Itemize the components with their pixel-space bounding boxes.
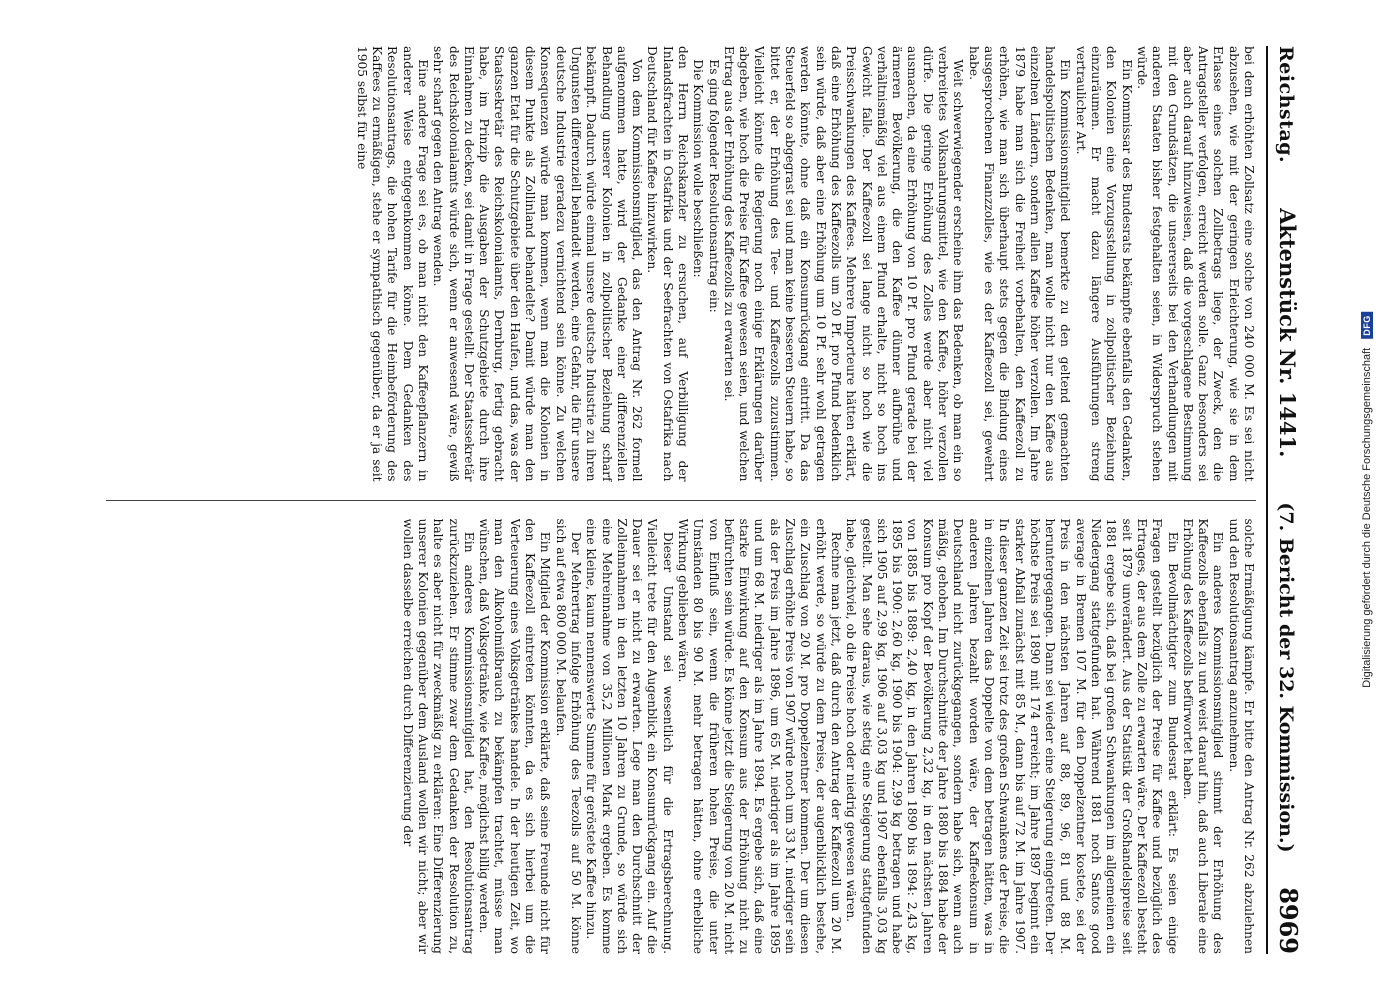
digitization-credit: Digitalisierung gefördert durch die Deutsche Forschungsgemeinschaft — [1361, 347, 1373, 688]
paragraph: Ein Bevollmächtigter zum Bundesrat erklärt: Es seien einige Fragen gestellt bezüglich der Preise für Kaffee und bezüglich des Ertrages, der aus dem Zolle zu erwarten wäre. Der Kaffeezoll besteht seit 1879 unverändert. Aus der Statistik der Großhandelspreise seit 1881 ergebe sich, daß bei großen Schwankungen im allgemeinen ein Niedergang stattgefunden hat. Während 1881 noch Santos good average in Bremen 107 M. für den Doppelzentner kostete, sei der Preis in den nächsten Jahren auf 88, 89, 96, 81 und 88 M. heruntergegangen. Dann sei wieder eine Steigerung eingetreten. Der höchste Preis sei 1890 mit 174 erreicht; im Jahre 1897 beginnt ein starker Abfall zunächst mit 85 M., dann bis auf 72 M. im Jahre 1907. In dieser ganzen Zeit sei trotz des großen Schwankens der Preise, die in einzelnen Jahren das Doppelte von dem betragen hätten, was in anderen Jahren bezahlt worden wäre, der Kaffeekonsum in Deutschland nicht zurückgegangen, sondern habe sich, wenn auch mäßig, gehoben. Im Durchschnitte der Jahre 1880 bis 1884 habe der Konsum pro Kopf der Bevölkerung 2,32 kg, in den nächsten Jahren von 1885 bis 1889: 2,40 kg, in den Jahren 1890 bis 1894: 2,43 kg, 1895 bis 1900: 2,60 kg, 1900 bis 1904: 2,99 kg betragen und habe sich 1905 auf 2,99 kg, 1906 auf 3,03 kg und 1907 ebenfalls 3,03 kg gestellt. Man sehe daraus, wie stetig eine Steigerung stattgefunden habe, gleichviel, ob die Preise hoch oder niedrig gewesen wären. — [844, 518, 1180, 954]
paragraph: Ein Mitglied der Kommission erklärte, daß seine Freunde nicht für den Kaffeezoll eintreten könnten, da es sich hierbei um die Verteuerung eines Volksgetränkes handele. In der heutigen Zeit, wo man den Alkoholmißbrauch zu bekämpfen trachtet, müsse man wünschen, daß Volksgetränke, wie Kaffee, möglichst billig werden. — [477, 518, 553, 954]
rotated-document-page — [71, 20, 1311, 980]
right-column — [106, 519, 1256, 955]
dfg-logo: DFG — [1361, 312, 1373, 339]
paragraph: Der Mehrertrag infolge Erhöhung des Teezolls auf 50 M. könne sich auf etwa 800 000 M. belaufen. — [553, 518, 583, 954]
page-header — [1266, 46, 1303, 954]
paragraph: bei dem erhöhten Zollsatz eine solche von 240 000 M. Es sei nicht abzusehen, wie mit der geringen Erleichterung, wie sie in dem Erlasse eines solchen Zollbetrags liege, der Zweck, den die Antragsteller verfolgen, erreicht werden solle. Ganz besonders sei aber auch darauf hinzuweisen, daß die vorgeschlagene Bestimmung mit den Grundsätzen, die unsererseits bei den Verhandlungen mit anderen Staaten bisher festgehalten seien, in Widerspruch stehen würde. — [1134, 46, 1256, 482]
paragraph: Weit schwerwiegender erscheine ihm das Bedenken, ob man ein so verbreitetes Volksnahrungsmittel, wie den Kaffee, höher verzollen dürfe. Die geringe Erhöhung des Zolles werde aber nicht viel ausmachen, da eine Erhöhung von 10 Pf. pro Pfund gerade bei der ärmeren Bevölkerung, die den Kaffee dünner aufbrühe und verhältnismäßig viel aus einem Pfund erhalte, nicht so hoch ins Gewicht falle. Der Kaffeezoll sei lange nicht so hoch wie die Preisschwankungen des Kaffees. Mehrere Importeure hätten erklärt, daß eine Erhöhung des Kaffeezolls um 20 Pf. pro Pfund bedenklich sein würde, daß aber eine Erhöhung um 10 Pf. sehr wohl getragen werden könnte, ohne daß ein Konsumrückgang eintritt. Da das Steuerfeld so abgegrast sei und man keine besseren Steuern habe, so bittet er, der Erhöhung des Tee- und Kaffeezolls zuzustimmen. Vielleicht könnte die Regierung noch einige Erklärungen darüber abgeben, wie hoch die Preise für Kaffee gewesen seien, und welchen Ertrag aus der Erhöhung des Kaffeezolls zu erwarten sei. — [721, 46, 966, 482]
paragraph: Eine andere Frage sei es, ob man nicht den Kaffeepflanzern in anderer Weise entgegenkommen könne. Dem Gedanken des Resolutionsantrags, die hohen Tarife für die Heimbeförderung des Kaffees zu ermäßigen, stehe er sympathisch gegenüber, da er ja seit 1905 selbst für eine — [354, 46, 430, 482]
paragraph: Ein Kommissar des Bundesrats bekämpfte ebenfalls den Gedanken, den Kolonien eine Vorzugsstellung in zollpolitischer Beziehung einzuräumen. Er macht dazu längere Ausführungen streng vertraulicher Art. — [1073, 46, 1134, 482]
page-number: 8969 — [1274, 887, 1303, 954]
paragraph: Ein anderes Kommissionsmitglied stimmt der Erhöhung des Kaffeezolls ebenfalls zu und weist darauf hin, daß auch Liberale eine Erhöhung des Kaffeezolls befürwortet haben. — [1180, 518, 1226, 954]
paragraph: Ein Kommissionsmitglied bemerkte zu den geltend gemachten handelspolitischen Bedenken, man wolle nicht nur den Kaffee aus einzelnen Ländern, sondern allen Kaffee höher verzollen. Im Jahre 1879 habe man sich die Freiheit vorbehalten, den Kaffeezoll zu erhöhen, wie man sich überhaupt stets gegen die Bindung eines ausgesprochenen Finanzzolles, wie es der Kaffeezoll sei, gewehrt habe. — [966, 46, 1073, 482]
paragraph: Die Kommission wolle beschließen: — [691, 59, 706, 278]
resolution-quote: den Herrn Reichskanzler zu ersuchen, auf Verbilligung der Inlandsfrachten in Ostafrika und der Seefrachten von Ostafrika nach Deutschland für Kaffee hinzuwirken. — [645, 46, 691, 482]
paragraph: Es ging folgender Resolutionsantrag ein: — [706, 59, 721, 313]
header-left: Reichstag. — [1275, 46, 1297, 164]
paragraph: solche Ermäßigung kämpfe. Er bitte den Antrag Nr. 262 abzulehnen und den Resolutionsantrag anzunehmen. — [1226, 518, 1256, 954]
paragraph: Rechne man jetzt, daß durch den Antrag der Kaffeezoll um 20 M. erhöht werde, so würde zu dem Preise, der augenblicklich bestehe, ein Zuschlag von 20 M. pro Doppelzentner kommen. Der um diesen Zuschlag erhöhte Preis von 1907 würde noch um 33 M. niedriger sein als der Preis im Jahre 1896, um 65 M. niedriger als im Jahre 1895 und um 68 M. niedriger als im Jahre 1894. Es ergebe sich, daß eine starke Einwirkung auf den Konsum aus der Erhöhung nicht zu befürchten sein würde. Es könne jetzt die Steigerung von 20 M. nicht von Einfluß sein, wenn die früheren hohen Preise, die unter Umständen 80 bis 90 M. mehr betragen hätten, ohne erhebliche Wirkung geblieben wären. — [676, 518, 843, 954]
paragraph: Dieser Umstand sei wesentlich für die Ertragsberechnung. Vielleicht trete für den Augenblick ein Konsumrückgang ein. Auf die Dauer sei er nicht zu erwarten. Lege man den Durchschnitt der Zolleinnahmen in den letzten 10 Jahren zu Grunde, so würde sich eine Mehreinnahme von 35,2 Millionen Mark ergeben. Es komme eine kleine, kaum nennenswerte Summe für geröstete Kaffee hinzu. — [584, 518, 675, 954]
paragraph: Ein anderes Kommissionsmitglied hat, den Resolutionsantrag zurückzuziehen. Er stimme zwar dem Gedanken der Resolution zu, halte es aber nicht für zweckmäßig zu erklären: Eine Differenzierung unserer Kolonien gegenüber dem Ausland wollen wir nicht; aber wir wollen dasselbe erreichen durch Differenzierung der — [400, 518, 476, 954]
header-center: Aktenstück Nr. 1441. — [1275, 208, 1300, 458]
digitization-note-text — [1361, 312, 1373, 688]
header-right-title: (7. Bericht der 32. Kommission.) — [1275, 502, 1297, 853]
paragraph: Von dem Kommissionsmitglied, das den Antrag Nr. 262 formell aufgenommen hatte, wird der Gedanke einer differenziellen Behandlung unserer Kolonien in zollpolitischer Beziehung scharf bekämpft. Dadurch würde einmal unsere deutsche Industrie zu ihren Ungunsten differenziell behandelt werden, eine Gefahr, die für unsere deutsche Industrie geradezu vernichtend sein könne. Zu welchen Konsequenzen würde man kommen, wenn man die Kolonien in diesem Punkte als Zollinland behandelte? Damit würde man den ganzen Etat für die Schutzgebiete über den Haufen, und das, was der Staatssekretär des Reichskolonialamts, Dernburg, fertig gebracht habe, im Prinzip die Ausgaben der Schutzgebiete durch ihre Einnahmen zu decken, sei damit in Frage gestellt. Der Staatssekretär des Reichskolonialamts würde sich, wenn er anwesend wäre, gewiß sehr scharf gegen den Antrag wenden. — [431, 46, 645, 482]
left-column — [106, 46, 1256, 482]
header-right — [1274, 502, 1303, 954]
digitization-note — [1356, 20, 1378, 980]
text-columns — [106, 46, 1256, 954]
column-divider — [106, 500, 1256, 501]
